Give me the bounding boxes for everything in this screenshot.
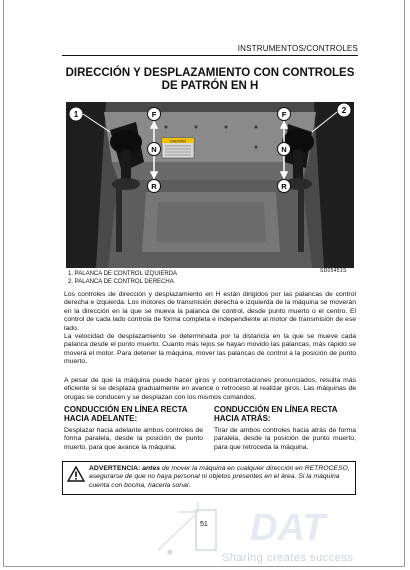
cab-photo-illustration [66,102,354,268]
callout-right-neutral [278,143,291,156]
svg-text:N: N [151,145,157,154]
svg-text:R: R [281,182,287,191]
warning-text [89,465,351,490]
figure-legend [68,270,177,286]
callout-1 [69,107,83,121]
callout-left-reverse [148,180,161,193]
page-title: DIRECCIÓN Y DESPLAZAMIENTO CON CONTROLES DE PATRÓN EN H [65,67,355,92]
warning-triangle-icon [67,466,85,482]
svg-text:F: F [281,110,287,119]
forward-text: Desplazar hacia adelante ambos controles de forma paralela, desde la posición de punto muerto, para que avance la máquina. [64,427,203,451]
section-header: INSTRUMENTOS/CONTROLES [62,44,358,56]
svg-text:R: R [151,182,157,191]
warning-label: ADVERTENCIA: [89,465,141,472]
backward-text: Tirar de ambos controles hacia atrás de forma paralela, desde la posición de punto muerto, para que retroceda la máquina. [214,427,356,451]
photo-code: SD05451S [320,268,347,274]
svg-text:F: F [151,110,157,119]
paragraph: Los controles de dirección y desplazamiento en H están dirigidos por las palancas de control derecha e izquierda. Los motores de transmisión derecha e izquierda de la máquina se moverán en la dirección en la que se mueva la palanca de control, desde punto muerto o el centro. El control de cada lado controla de forma completa e independiente al motor de transmisión de ese lado. [64,291,356,332]
warning-lead: antes [142,465,161,472]
warning-box [62,461,356,495]
legend-item: 1. PALANCA DE CONTROL IZQUIERDA [68,271,178,277]
svg-text:N: N [281,145,287,154]
legend-item: 2. PALANCA DE CONTROL DERECHA [68,279,174,285]
caution-decal-label: CAUTION [170,139,186,144]
backward-heading: CONDUCCIÓN EN LÍNEA RECTA HACIA ATRÁS: [214,405,338,423]
warning-body: de mover la máquina en cualquier dirección en RETROCESO, asegurarse de que no haya personal ni objetos presentes en el área. Si la máquina cuenta con bocina, hacerla sonar. [89,465,350,489]
callout-left-forward [148,108,161,121]
page-number: 51 [200,521,208,528]
forward-heading: CONDUCCIÓN EN LÍNEA RECTA HACIA ADELANTE: [64,405,188,423]
svg-text:2: 2 [341,106,347,115]
watermark-logo: DAT [250,507,326,549]
paragraph: A pesar de que la máquina puede hacer giros y contrarrotaciones pronunciados, resulta más eficiente si se desplaza gradualmente en avance o retroceso al realizar giros. Las máquinas de orugas se conducen y se desplazan con los mismos comandos. [64,377,356,401]
paragraph: La velocidad de desplazamiento se determinada por la distancia en la que se mueve cada palanca desde el punto muerto. Cuanto más lejos se hayan movido las palancas, más rápido se moverá el motor. Para detener la máquina, mover las palancas de control a la posición de punto muerto. [64,333,356,366]
callout-right-reverse [278,180,291,193]
cab-photo [66,102,354,268]
watermark-slogan: Sharing creates success [222,552,354,564]
callout-left-neutral [148,143,161,156]
svg-text:1: 1 [73,110,79,119]
callout-right-forward [278,108,291,121]
callout-2 [337,103,351,117]
